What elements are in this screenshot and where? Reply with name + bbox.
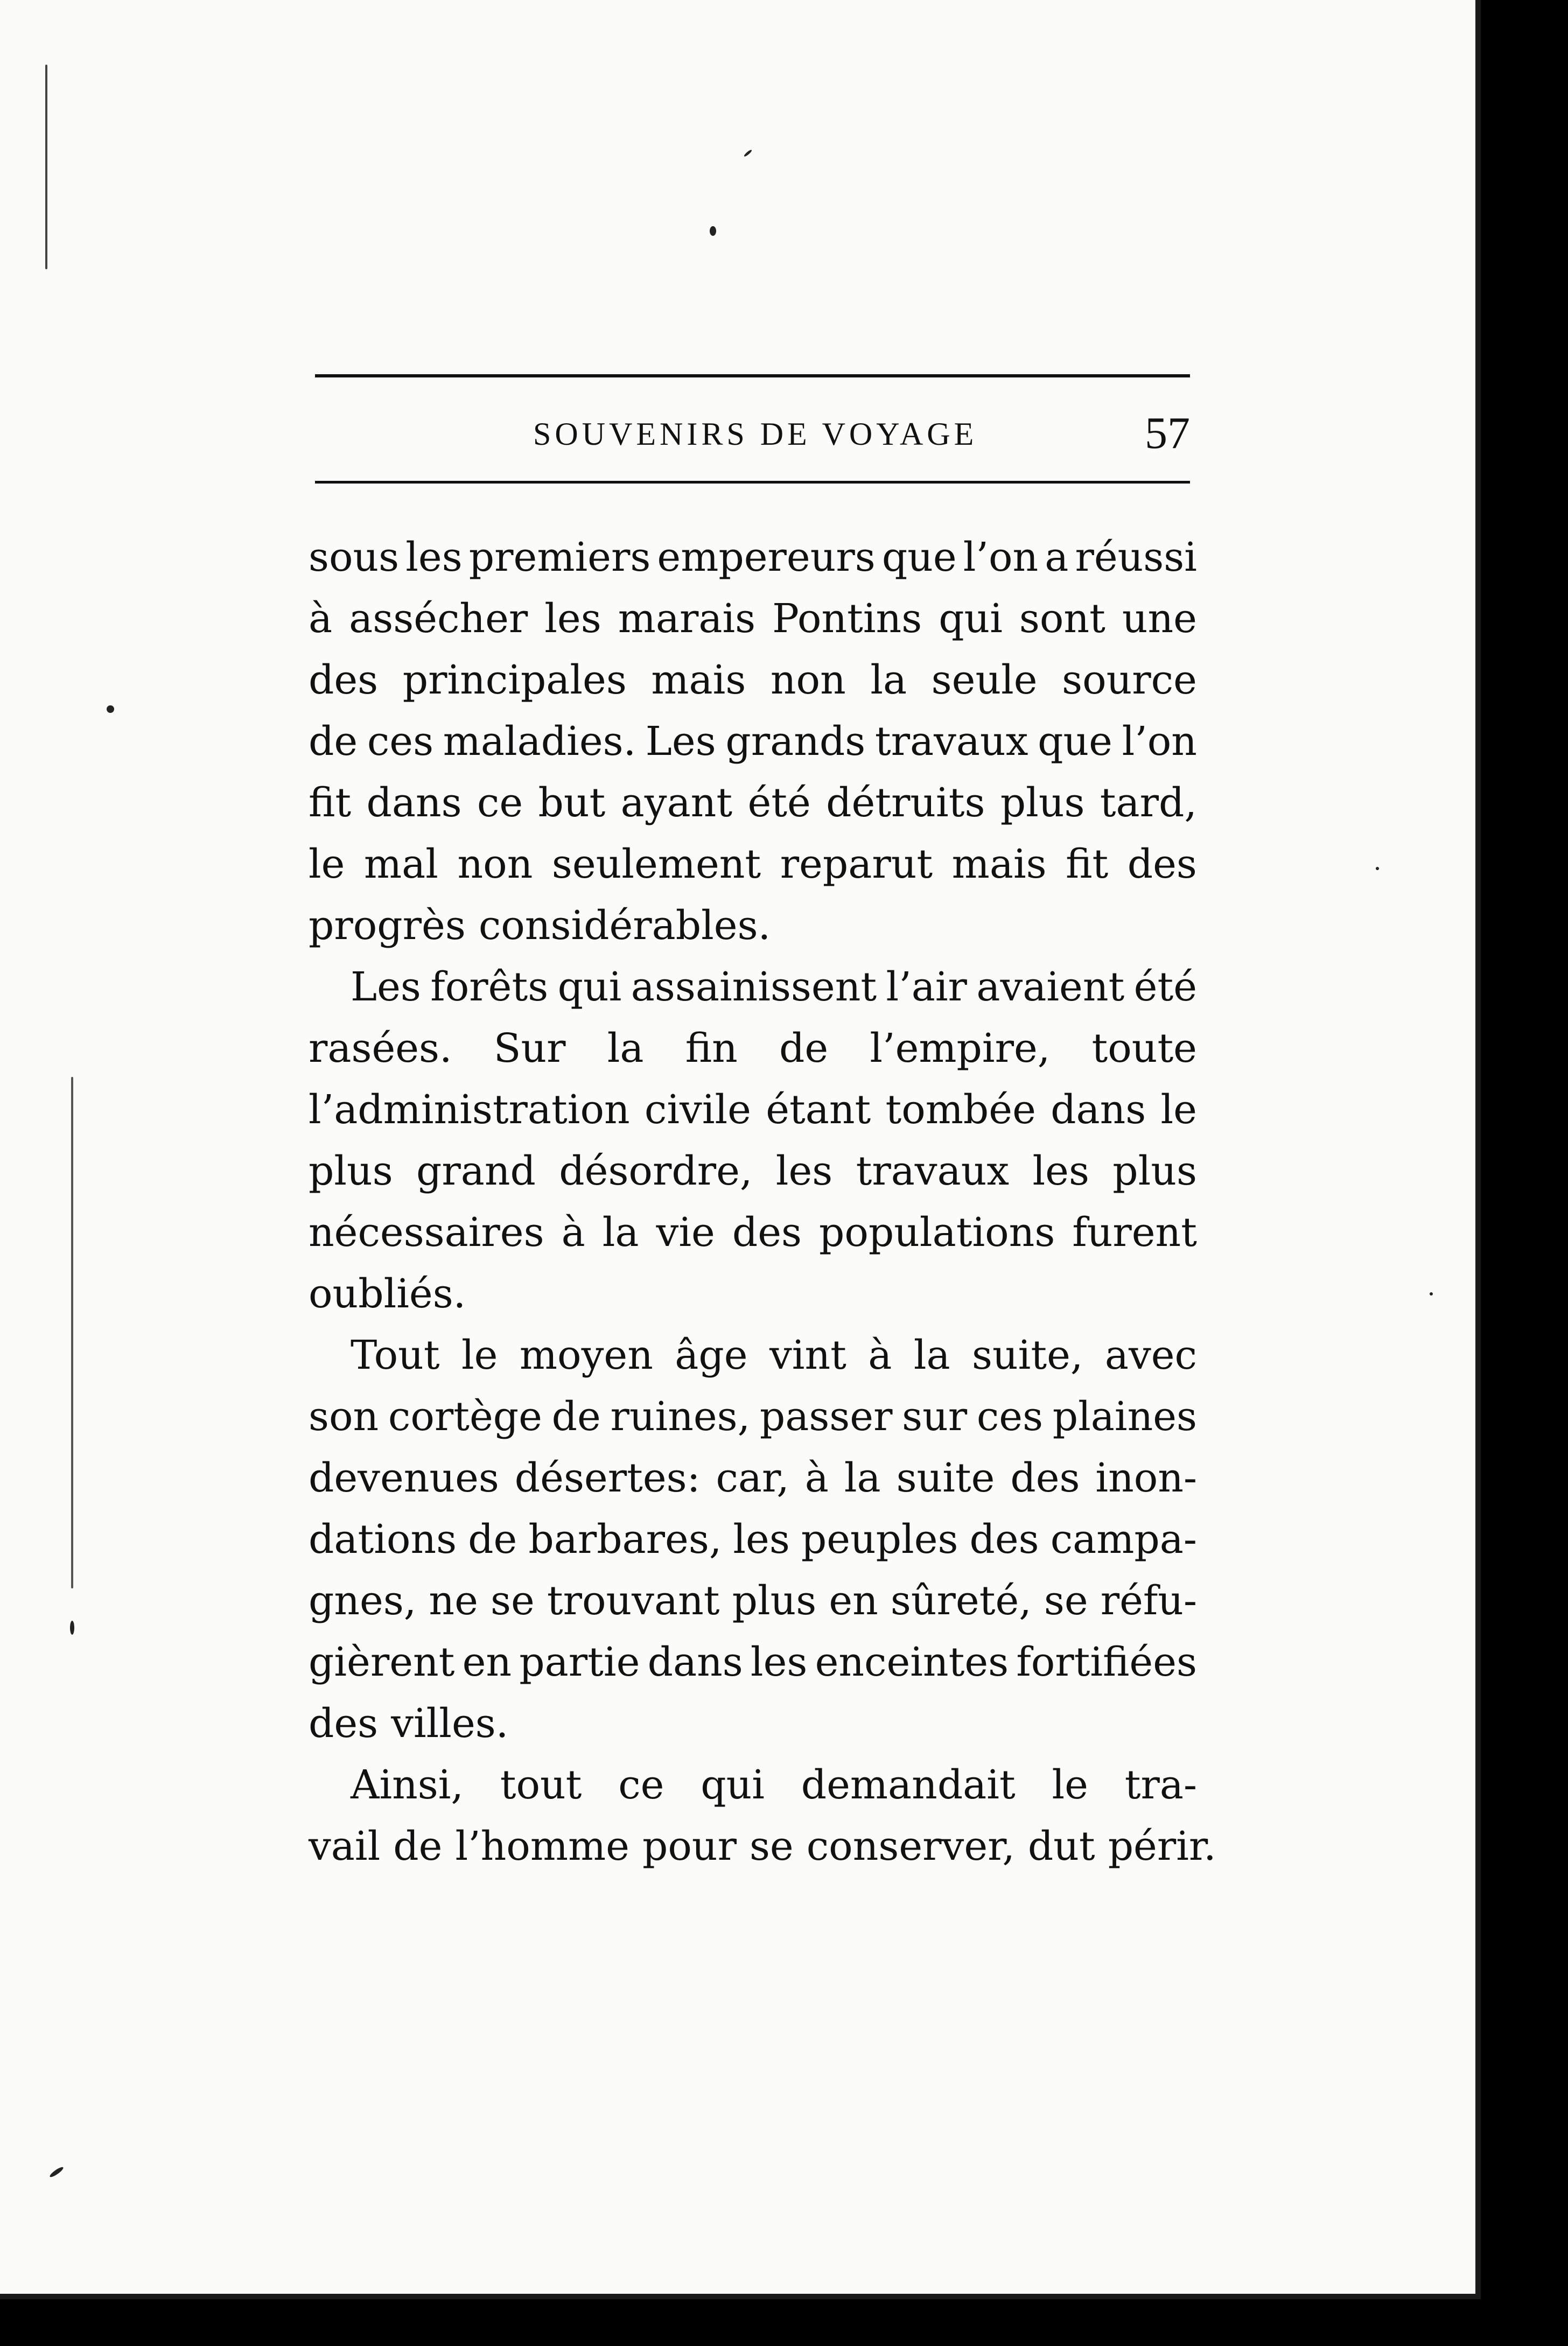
word: grand xyxy=(416,1148,536,1194)
word: détruits xyxy=(826,780,985,826)
word: furent xyxy=(1072,1209,1197,1256)
word: gièrent xyxy=(309,1639,455,1685)
word: l’homme xyxy=(455,1823,629,1869)
word: de xyxy=(551,1393,601,1440)
text-line xyxy=(309,1570,1197,1631)
word: âge xyxy=(675,1332,748,1378)
text-line xyxy=(309,1263,1197,1325)
word: les xyxy=(733,1516,790,1563)
word: cortège xyxy=(388,1393,542,1440)
text-line xyxy=(309,1816,1216,1877)
word: à xyxy=(868,1332,892,1378)
word: de xyxy=(309,718,358,765)
word: ces xyxy=(367,718,434,765)
word: reparut xyxy=(780,841,933,887)
word: maladies. xyxy=(443,718,636,765)
word: les xyxy=(405,534,463,580)
word: l’on xyxy=(1122,718,1197,765)
word: que xyxy=(1038,718,1112,765)
word: non xyxy=(457,841,533,887)
text-line xyxy=(309,527,1197,588)
word: en xyxy=(829,1578,878,1624)
scan-speck xyxy=(70,1621,74,1635)
scan-speck xyxy=(1376,867,1379,870)
word: la xyxy=(607,1025,644,1072)
word: son xyxy=(309,1393,379,1440)
word: trouvant xyxy=(547,1578,720,1624)
word: barbares, xyxy=(528,1516,722,1563)
text-line xyxy=(309,1693,1197,1754)
word: dans xyxy=(366,780,462,826)
text-line xyxy=(309,1631,1197,1693)
word: à xyxy=(561,1209,585,1256)
word: réussi xyxy=(1075,534,1197,580)
text-line xyxy=(309,895,1197,956)
word: été xyxy=(747,780,811,826)
word: étant xyxy=(766,1087,871,1133)
word: vail xyxy=(309,1823,381,1869)
word: des xyxy=(309,1700,379,1747)
word: désertes: xyxy=(514,1455,701,1501)
word: mais xyxy=(651,657,746,703)
word: fortifiées xyxy=(1016,1639,1197,1685)
word: premiers xyxy=(468,534,651,580)
scan-speck xyxy=(743,149,752,157)
word: de xyxy=(468,1516,517,1563)
text-line xyxy=(309,1140,1197,1202)
word: qui xyxy=(939,596,1003,642)
word: non xyxy=(770,657,846,703)
word: vint xyxy=(769,1332,846,1378)
scan-speck xyxy=(1430,1292,1433,1295)
word: fit xyxy=(1066,841,1109,887)
word: travaux xyxy=(856,1148,1010,1194)
word: populations xyxy=(818,1209,1055,1256)
scan-speck xyxy=(710,226,716,236)
word: rasées. xyxy=(309,1025,452,1072)
text-line xyxy=(309,711,1197,772)
paragraph xyxy=(309,1325,1197,1754)
body-text xyxy=(309,527,1216,1877)
paragraph xyxy=(309,956,1197,1325)
scan-speck xyxy=(107,705,114,713)
word: plus xyxy=(1112,1148,1197,1194)
word: fin xyxy=(685,1025,738,1072)
scan-speck xyxy=(45,65,47,269)
word: dations xyxy=(309,1516,457,1563)
word: nécessaires xyxy=(309,1209,544,1256)
word: le xyxy=(1160,1087,1197,1133)
word: plus xyxy=(732,1578,817,1624)
word: assécher xyxy=(349,596,528,642)
word: tra- xyxy=(1124,1762,1197,1808)
word: Pontins xyxy=(772,596,922,642)
word: l’on xyxy=(963,534,1039,580)
word: sur xyxy=(902,1393,968,1440)
word: été xyxy=(1133,964,1197,1010)
word: conserver, xyxy=(806,1823,1015,1869)
word: tout xyxy=(500,1762,582,1808)
word: sûreté, xyxy=(890,1578,1032,1624)
word: avec xyxy=(1104,1332,1197,1378)
word: dut xyxy=(1027,1823,1095,1869)
word: plus xyxy=(1000,780,1085,826)
word: travaux xyxy=(874,718,1028,765)
word: ce xyxy=(618,1762,664,1808)
word: source xyxy=(1062,657,1197,703)
word: demandait xyxy=(801,1762,1016,1808)
text-line xyxy=(309,1018,1197,1079)
text-line xyxy=(309,956,1197,1018)
word: des xyxy=(732,1209,802,1256)
text-line xyxy=(309,1447,1197,1509)
word: la xyxy=(844,1455,881,1501)
paragraph xyxy=(309,527,1197,956)
word: peuples xyxy=(801,1516,958,1563)
word: ruines, xyxy=(610,1393,751,1440)
word: fit xyxy=(309,780,352,826)
word: dans xyxy=(1051,1087,1146,1133)
text-line xyxy=(309,1325,1197,1386)
word: ayant xyxy=(620,780,733,826)
word: car, xyxy=(716,1455,789,1501)
text-line xyxy=(309,834,1197,895)
word: une xyxy=(1122,596,1197,642)
word: se xyxy=(1044,1578,1088,1624)
word: Tout xyxy=(351,1332,440,1378)
word: inon- xyxy=(1095,1455,1197,1501)
word: pour xyxy=(642,1823,737,1869)
word: campa- xyxy=(1050,1516,1197,1563)
word: oubliés. xyxy=(309,1271,466,1317)
word: ces xyxy=(976,1393,1044,1440)
word: considérables. xyxy=(478,902,771,949)
word: l’administration xyxy=(309,1087,630,1133)
word: dans xyxy=(647,1639,743,1685)
word: Ainsi, xyxy=(351,1762,464,1808)
word: principales xyxy=(402,657,627,703)
word: Sur xyxy=(493,1025,566,1072)
word: des xyxy=(1010,1455,1080,1501)
word: à xyxy=(804,1455,829,1501)
scan-speck xyxy=(71,1077,73,1588)
word: que xyxy=(881,534,957,580)
word: villes. xyxy=(391,1700,509,1747)
text-line xyxy=(309,772,1197,834)
word: désordre, xyxy=(559,1148,753,1194)
word: mais xyxy=(951,841,1047,887)
word: seulement xyxy=(551,841,761,887)
text-line xyxy=(309,649,1197,711)
header-rule-top xyxy=(315,374,1190,377)
word: le xyxy=(461,1332,498,1378)
word: plus xyxy=(309,1148,393,1194)
word: devenues xyxy=(309,1455,499,1501)
word: a xyxy=(1045,534,1069,580)
text-line xyxy=(309,1386,1197,1447)
text-line xyxy=(309,1079,1197,1140)
word: de xyxy=(779,1025,829,1072)
word: gnes, xyxy=(309,1578,417,1624)
word: forêts xyxy=(430,964,549,1010)
word: vie xyxy=(656,1209,715,1256)
word: Les xyxy=(645,718,716,765)
word: qui xyxy=(557,964,622,1010)
word: grands xyxy=(725,718,866,765)
word: l’empire, xyxy=(870,1025,1051,1072)
page-number: 57 xyxy=(1145,408,1190,458)
word: ne xyxy=(429,1578,478,1624)
paragraph xyxy=(309,1754,1216,1877)
word: suite, xyxy=(972,1332,1083,1378)
word: progrès xyxy=(309,902,466,949)
word: tard, xyxy=(1100,780,1197,826)
text-line xyxy=(309,1202,1197,1263)
word: à xyxy=(309,596,333,642)
text-line xyxy=(309,1509,1197,1570)
word: les xyxy=(775,1148,833,1194)
running-head xyxy=(315,409,1190,458)
word: but xyxy=(538,780,606,826)
word: partie xyxy=(519,1639,640,1685)
word: la xyxy=(602,1209,639,1256)
word: assainissent xyxy=(631,964,877,1010)
word: des xyxy=(1127,841,1197,887)
word: des xyxy=(309,657,379,703)
word: la xyxy=(870,657,907,703)
word: le xyxy=(1052,1762,1088,1808)
word: le xyxy=(309,841,345,887)
word: l’air xyxy=(886,964,967,1010)
word: plaines xyxy=(1052,1393,1197,1440)
word: des xyxy=(969,1516,1039,1563)
word: sous xyxy=(309,534,400,580)
word: les xyxy=(750,1639,808,1685)
word: se xyxy=(749,1823,794,1869)
word: moyen xyxy=(519,1332,653,1378)
word: passer xyxy=(759,1393,893,1440)
running-title: SOUVENIRS DE VOYAGE xyxy=(533,416,978,452)
word: toute xyxy=(1091,1025,1197,1072)
word: en xyxy=(462,1639,512,1685)
word: qui xyxy=(701,1762,765,1808)
header-rule-bottom xyxy=(315,481,1190,484)
word: empereurs xyxy=(657,534,876,580)
word: les xyxy=(1032,1148,1089,1194)
word: la xyxy=(913,1332,950,1378)
word: seule xyxy=(931,657,1038,703)
word: avaient xyxy=(976,964,1125,1010)
word: marais xyxy=(618,596,756,642)
word: tombée xyxy=(885,1087,1036,1133)
word: réfu- xyxy=(1100,1578,1197,1624)
word: se xyxy=(490,1578,535,1624)
word: périr. xyxy=(1108,1823,1216,1869)
scan-speck xyxy=(48,2166,64,2179)
word: mal xyxy=(364,841,438,887)
word: ce xyxy=(477,780,523,826)
text-line xyxy=(309,588,1197,649)
word: les xyxy=(544,596,601,642)
word: Les xyxy=(351,964,421,1010)
text-line xyxy=(309,1754,1197,1816)
word: de xyxy=(393,1823,443,1869)
word: suite xyxy=(896,1455,995,1501)
word: enceintes xyxy=(815,1639,1009,1685)
word: sont xyxy=(1019,596,1105,642)
word: civile xyxy=(644,1087,751,1133)
